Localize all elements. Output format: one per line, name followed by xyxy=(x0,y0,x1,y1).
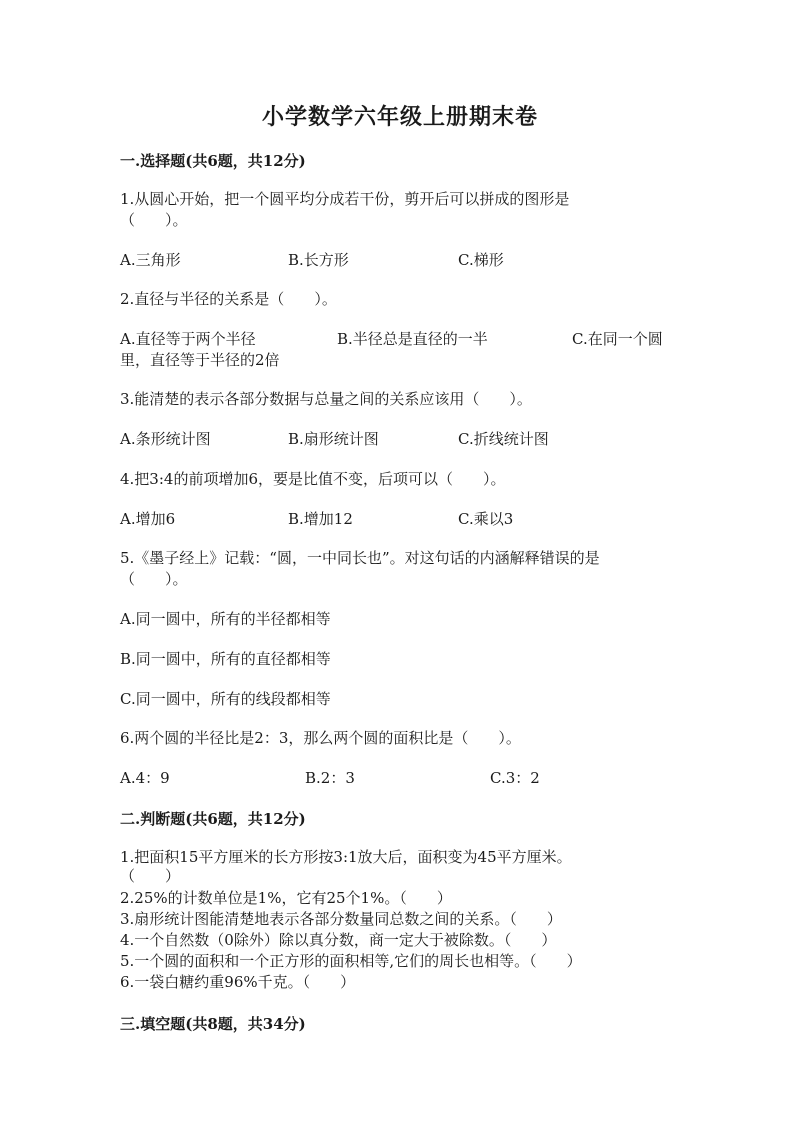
question-4-option-c: C.乘以3 xyxy=(458,510,514,528)
question-1-blank: （ ）。 xyxy=(120,211,188,229)
section-heading-fill-in: 三.填空题(共8题，共34分) xyxy=(120,1015,306,1033)
judgment-6-text: 6.一袋白糖约重96%千克。（ ） xyxy=(120,973,356,991)
question-3-text: 3.能清楚的表示各部分数据与总量之间的关系应该用（ ）。 xyxy=(120,390,532,408)
question-1-option-c: C.梯形 xyxy=(458,251,504,269)
question-6-option-b: B.2：3 xyxy=(305,769,355,787)
question-2-text: 2.直径与半径的关系是（ ）。 xyxy=(120,290,337,308)
judgment-2-text: 2.25%的计数单位是1%，它有25个1%。（ ） xyxy=(120,889,452,907)
question-6-option-c: C.3：2 xyxy=(490,769,540,787)
question-4-text: 4.把3:4的前项增加6，要是比值不变，后项可以（ ）。 xyxy=(120,470,506,488)
judgment-3-text: 3.扇形统计图能清楚地表示各部分数量同总数之间的关系。（ ） xyxy=(120,910,562,928)
section-heading-judgment: 二.判断题(共6题，共12分) xyxy=(120,810,306,828)
question-5-blank: （ ）。 xyxy=(120,570,188,588)
page-title: 小学数学六年级上册期末卷 xyxy=(261,104,538,130)
question-1-option-b: B.长方形 xyxy=(288,251,349,269)
question-3-option-a: A.条形统计图 xyxy=(120,430,211,448)
question-3-option-c: C.折线统计图 xyxy=(458,430,549,448)
question-5-option-c: C.同一圆中，所有的线段都相等 xyxy=(120,690,331,708)
judgment-1-blank: （ ） xyxy=(120,867,181,885)
question-3-option-b: B.扇形统计图 xyxy=(288,430,379,448)
judgment-5-text: 5.一个圆的面积和一个正方形的面积相等,它们的周长也相等。（ ） xyxy=(120,952,582,970)
question-4-option-b: B.增加12 xyxy=(288,510,353,528)
question-1-text: 1.从圆心开始，把一个圆平均分成若干份，剪开后可以拼成的图形是 xyxy=(120,190,570,208)
section-heading-choice: 一.选择题(共6题，共12分) xyxy=(120,152,306,170)
judgment-4-text: 4.一个自然数（0除外）除以真分数，商一定大于被除数。（ ） xyxy=(120,931,557,949)
question-5-option-a: A.同一圆中，所有的半径都相等 xyxy=(120,610,331,628)
question-2-option-a: A.直径等于两个半径 xyxy=(120,330,256,348)
question-5-text: 5.《墨子经上》记载：“圆，一中同长也”。对这句话的内涵解释错误的是 xyxy=(120,549,600,567)
question-2-option-c-continued: 里，直径等于半径的2倍 xyxy=(120,351,280,369)
question-2-option-c: C.在同一个圆 xyxy=(572,330,663,348)
question-6-text: 6.两个圆的半径比是2：3，那么两个圆的面积比是（ ）。 xyxy=(120,729,521,747)
question-2-option-b: B.半径总是直径的一半 xyxy=(337,330,488,348)
question-6-option-a: A.4：9 xyxy=(120,769,170,787)
question-5-option-b: B.同一圆中，所有的直径都相等 xyxy=(120,650,331,668)
question-1-option-a: A.三角形 xyxy=(120,251,181,269)
judgment-1-text: 1.把面积15平方厘米的长方形按3:1放大后，面积变为45平方厘米。 xyxy=(120,848,572,866)
question-4-option-a: A.增加6 xyxy=(120,510,176,528)
